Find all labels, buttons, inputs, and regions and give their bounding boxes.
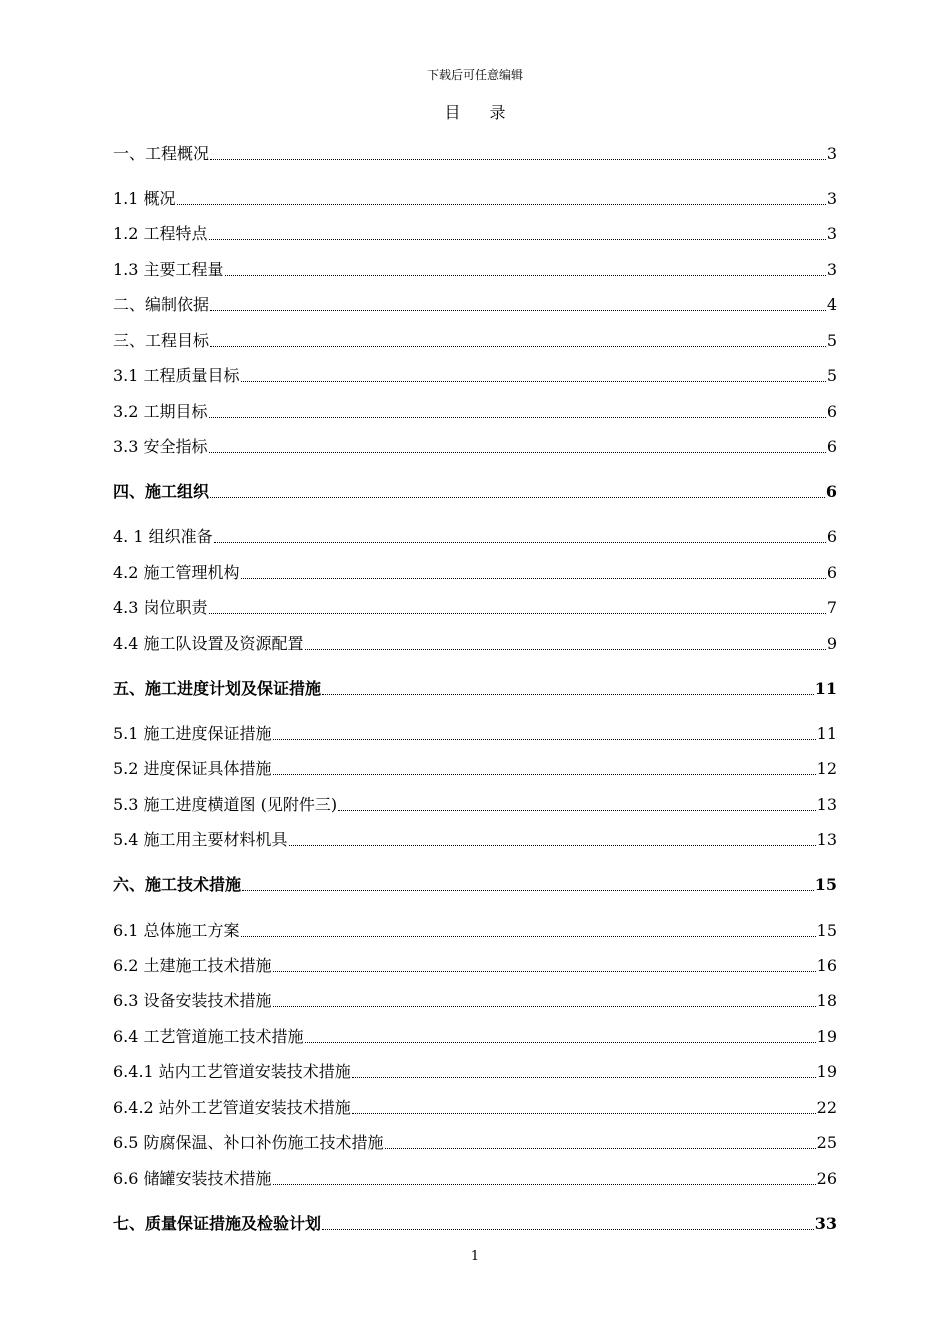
toc-entry-page: 13: [816, 830, 837, 849]
toc-entry-label: 三、工程目标: [113, 331, 210, 350]
toc-entry-page: 3: [826, 189, 837, 208]
toc-entry-page: 11: [816, 724, 837, 743]
toc-entry[interactable]: [113, 633, 837, 655]
dot-leader: [209, 451, 826, 453]
dot-leader: [305, 648, 826, 650]
toc-entry-label: 3.1 工程质量目标: [113, 366, 240, 385]
dot-leader: [214, 541, 826, 543]
dot-leader: [273, 970, 816, 972]
toc-entry[interactable]: [113, 330, 837, 352]
toc-entry-page: 3: [826, 224, 837, 243]
toc-entry-page: 19: [816, 1062, 837, 1081]
toc-entry-page: 25: [816, 1133, 837, 1152]
toc-entry-page: 9: [826, 634, 837, 653]
toc-entry[interactable]: [113, 794, 837, 816]
toc-entry[interactable]: [113, 365, 837, 387]
toc-entry-label: 5.1 施工进度保证措施: [113, 724, 272, 743]
toc-entry-page: 12: [816, 759, 837, 778]
dot-leader: [273, 1005, 816, 1007]
toc-entry[interactable]: [113, 1097, 837, 1119]
toc-entry-page: 6: [826, 402, 837, 421]
toc-entry[interactable]: [113, 1213, 837, 1235]
dot-leader: [241, 577, 826, 579]
toc-entry-page: 13: [816, 795, 837, 814]
toc-entry[interactable]: [113, 1132, 837, 1154]
toc-entry[interactable]: [113, 481, 837, 503]
dot-leader: [289, 844, 816, 846]
toc-entry-label: 6.4.1 站内工艺管道安装技术措施: [113, 1062, 351, 1081]
toc-entry-label: 七、质量保证措施及检验计划: [113, 1214, 322, 1233]
toc-entry-label: 5.3 施工进度横道图 (见附件三): [113, 795, 338, 814]
dot-leader: [209, 238, 826, 240]
toc-entry[interactable]: [113, 597, 837, 619]
toc-entry-page: 19: [816, 1027, 837, 1046]
toc-entry-page: 6: [825, 482, 837, 501]
toc-entry-label: 二、编制依据: [113, 295, 210, 314]
toc-entry-page: 22: [816, 1098, 837, 1117]
dot-leader: [210, 309, 826, 311]
dot-leader: [352, 1076, 816, 1078]
toc-entry-page: 18: [816, 991, 837, 1010]
toc-entry-page: 5: [826, 366, 837, 385]
toc-entry-label: 4.4 施工队设置及资源配置: [113, 634, 304, 653]
dot-leader: [273, 773, 816, 775]
toc-entry-label: 6.4 工艺管道施工技术措施: [113, 1027, 304, 1046]
toc-entry-label: 四、施工组织: [113, 482, 210, 501]
toc-entry-page: 6: [826, 437, 837, 456]
toc-entry-label: 3.2 工期目标: [113, 402, 208, 421]
toc-entry-page: 15: [814, 875, 837, 894]
toc-entry[interactable]: [113, 955, 837, 977]
toc-entry[interactable]: [113, 1026, 837, 1048]
toc-entry-label: 1.2 工程特点: [113, 224, 208, 243]
toc-entry-page: 15: [816, 921, 837, 940]
dot-leader: [241, 935, 816, 937]
toc-entry-label: 6.6 储罐安装技术措施: [113, 1169, 272, 1188]
toc-entry-label: 4.3 岗位职责: [113, 598, 208, 617]
toc-entry-page: 4: [826, 295, 837, 314]
toc-entry[interactable]: [113, 223, 837, 245]
dot-leader: [338, 809, 816, 811]
toc-entry-page: 33: [814, 1214, 837, 1233]
toc-entry-page: 3: [826, 260, 837, 279]
toc-entry-page: 16: [816, 956, 837, 975]
dot-leader: [209, 612, 826, 614]
toc-entry-label: 1.3 主要工程量: [113, 260, 224, 279]
header-note: 下载后可任意编辑: [426, 68, 523, 82]
toc-entry-label: 一、工程概况: [113, 144, 210, 163]
toc-entry-page: 6: [826, 527, 837, 546]
toc-entry-page: 3: [826, 144, 837, 163]
toc-entry-page: 11: [814, 679, 837, 698]
toc-entry[interactable]: [113, 401, 837, 423]
dot-leader: [305, 1041, 816, 1043]
toc-entry[interactable]: [113, 829, 837, 851]
toc-entry-label: 5.4 施工用主要材料机具: [113, 830, 288, 849]
toc-entry[interactable]: [113, 436, 837, 458]
toc-entry[interactable]: [113, 1168, 837, 1190]
toc-entry[interactable]: [113, 874, 837, 896]
toc-entry-page: 6: [826, 563, 837, 582]
dot-leader: [385, 1147, 816, 1149]
toc-entry[interactable]: [113, 188, 837, 210]
toc-entry[interactable]: [113, 1061, 837, 1083]
toc-entry-label: 6.5 防腐保温、补口补伤施工技术措施: [113, 1133, 384, 1152]
dot-leader: [352, 1112, 816, 1114]
dot-leader: [273, 1183, 816, 1185]
toc-entry-label: 5.2 进度保证具体措施: [113, 759, 272, 778]
toc-entry-page: 5: [826, 331, 837, 350]
toc-entry[interactable]: [113, 526, 837, 548]
dot-leader: [210, 496, 825, 498]
dot-leader: [209, 416, 826, 418]
toc-entry-label: 4.2 施工管理机构: [113, 563, 240, 582]
dot-leader: [241, 380, 826, 382]
page-number: 1: [470, 1249, 480, 1264]
toc-entry[interactable]: [113, 990, 837, 1012]
toc-entry[interactable]: [113, 678, 837, 700]
toc-entry[interactable]: [113, 920, 837, 942]
toc-entry-label: 6.2 土建施工技术措施: [113, 956, 272, 975]
toc-entry[interactable]: [113, 562, 837, 584]
toc-entry-label: 3.3 安全指标: [113, 437, 208, 456]
toc-entry-label: 4. 1 组织准备: [113, 527, 213, 546]
dot-leader: [210, 158, 826, 160]
toc-entry[interactable]: [113, 143, 837, 165]
toc-entry-label: 6.3 设备安装技术措施: [113, 991, 272, 1010]
toc-entry-label: 1.1 概况: [113, 189, 176, 208]
toc-entry-label: 六、施工技术措施: [113, 875, 242, 894]
dot-leader: [322, 693, 814, 695]
toc-entry-label: 6.1 总体施工方案: [113, 921, 240, 940]
toc-entry-page: 7: [826, 598, 837, 617]
toc-entry-label: 6.4.2 站外工艺管道安装技术措施: [113, 1098, 351, 1117]
toc-entry[interactable]: [113, 259, 837, 281]
toc-entry[interactable]: [113, 758, 837, 780]
toc-entry-page: 26: [816, 1169, 837, 1188]
toc-entry-label: 五、施工进度计划及保证措施: [113, 679, 322, 698]
dot-leader: [273, 738, 816, 740]
toc-entry[interactable]: [113, 294, 837, 316]
dot-leader: [225, 274, 826, 276]
dot-leader: [177, 203, 826, 205]
dot-leader: [322, 1228, 814, 1230]
dot-leader: [210, 345, 826, 347]
toc-entry[interactable]: [113, 723, 837, 745]
toc-title: 目 录: [444, 103, 518, 122]
dot-leader: [242, 889, 814, 891]
